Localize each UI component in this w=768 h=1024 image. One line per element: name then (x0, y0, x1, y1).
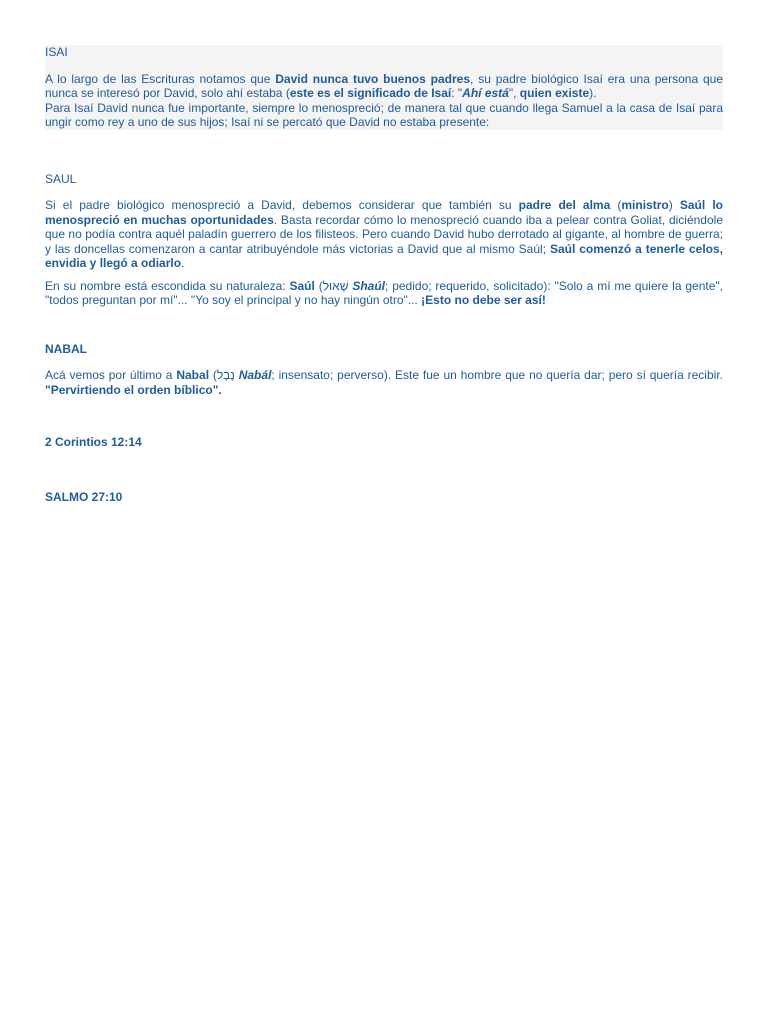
text-run: En su nombre está escondida su naturaleza: (45, 278, 290, 293)
text-run: Acá vemos por último a (45, 368, 177, 382)
isai-section (45, 45, 723, 130)
bold-run: este es el significado de Isaí (289, 86, 452, 100)
bold-run: "Pervirtiendo el orden bíblico". (45, 382, 222, 397)
hebrew-run: שָׁאוּל (322, 278, 349, 293)
text-run: Si el padre biológico menospreció a David, debemos considerar que también su (45, 198, 519, 212)
bold-italic-run (462, 86, 509, 100)
saul-section (45, 172, 723, 308)
hebrew-run: נָבָל (216, 368, 235, 382)
nabal-heading: NABAL (45, 341, 87, 356)
reference-corinthians: 2 Corintios 12:14 (45, 435, 142, 449)
spacer (45, 397, 723, 435)
italic-run: Shaúl (352, 278, 386, 293)
spacer (45, 356, 723, 368)
spacer (45, 308, 723, 342)
text-run: ( (209, 368, 217, 382)
text-run: ( (610, 198, 622, 212)
document-page (45, 45, 723, 504)
references (45, 435, 723, 504)
text-run: ", (508, 86, 520, 100)
bold-run: ministro (621, 198, 669, 212)
spacer (45, 60, 723, 72)
text-run: : " (451, 86, 463, 100)
italic-run: Nabál (238, 368, 272, 382)
text-run: ) (668, 198, 680, 212)
saul-paragraph-1 (45, 198, 723, 271)
text-run: ). (589, 86, 597, 100)
bold-run: Saúl lo menospreció en muchas oportunidades (45, 198, 723, 227)
text-run: ; pedido; requerido, solicitado): "Solo a mí me quiere la gente", "todos preguntan por mí"... "Yo soy el principal y no hay ningún otro"... (45, 278, 723, 307)
spacer (45, 450, 723, 490)
bold-run: David nunca tuvo buenos padres (275, 71, 471, 86)
spacer (45, 186, 723, 198)
saul-heading: SAUL (45, 171, 77, 186)
bold-run: Saúl comenzó a tenerle celos, envidia y llegó a odiarlo (45, 241, 724, 270)
bold-italic-run (352, 279, 385, 293)
text-run: ( (314, 278, 323, 293)
text-run: . (181, 256, 185, 270)
bold-run: Nabal (176, 368, 210, 382)
bold-run: quien existe (519, 86, 590, 100)
saul-paragraph-2 (45, 279, 723, 308)
italic-run: Ahí está (462, 86, 509, 100)
bold-run: padre del alma (518, 198, 611, 212)
isai-heading: ISAI (45, 45, 68, 59)
bold-run: Saúl (289, 278, 315, 293)
spacer (45, 271, 723, 279)
text-run: . Basta recordar cómo lo menospreció cuando iba a pelear contra Goliat, diciéndole que no podía contra aquél paladín guerrero de los filisteos. Pero cuando David hubo derrotado al gigante, al hombre de guerra; y las doncellas comenzaron a cantar atribuyéndole más victorias a David que al mismo Saúl; (45, 212, 723, 256)
isai-paragraph-1 (45, 72, 723, 101)
nabal-section (45, 342, 723, 398)
spacer (45, 130, 723, 172)
isai-paragraph-2: Para Isaí David nunca fue importante, siempre lo menospreció; de manera tal que cuando llega Samuel a la casa de Isaí para ungir como rey a uno de sus hijos; Isaí ni se percató que David no estaba presente: (45, 100, 723, 129)
text-run: A lo largo de las Escrituras notamos que (45, 71, 276, 86)
nabal-paragraph-1 (45, 368, 723, 397)
text-run: , su padre biológico Isaí era una persona que nunca se interesó por David, solo ahí estaba ( (45, 71, 723, 100)
text-run: ; insensato; perverso). Este fue un hombre que no quería dar; pero sí quería recibir. (271, 368, 723, 382)
reference-psalm: SALMO 27:10 (45, 489, 123, 504)
bold-run: ¡Esto no debe ser así! (421, 293, 546, 307)
bold-italic-run (239, 368, 272, 382)
